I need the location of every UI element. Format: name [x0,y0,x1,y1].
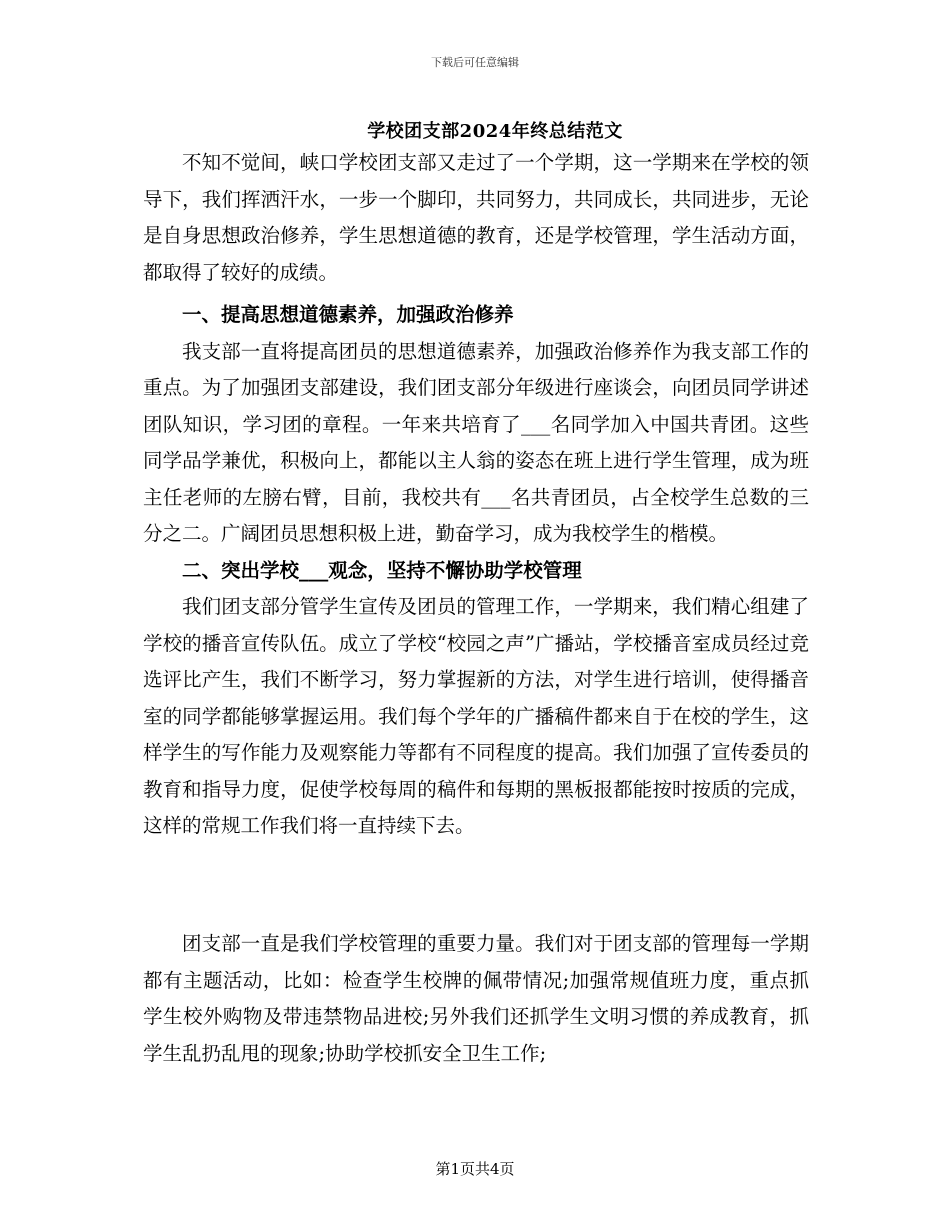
section-heading-1: 一、提高思想道德素养，加强政治修养 [182,303,514,326]
section-2-paragraph: 我们团支部分管学生宣传及团员的管理工作，一学期来，我们精心组建了学校的播音宣传队伍。成立了学校“校园之声”广播站，学校播音室成员经过竞选评比产生，我们不断学习，努力掌握新的方法，对学生进行培训，使得播音室的同学都能够掌握运用。我们每个学年的广播稿件都来自于在校的学生，这样学生的写作能力及观察能力等都有不同程度的提高。我们加强了宣传委员的教育和指导力度，促使学校每周的稿件和每期的黑板报都能按时按质的完成，这样的常规工作我们将一直持续下去。 [143,595,809,837]
section-1 [143,297,809,845]
section-2-continued [143,926,809,1072]
intro-section [143,145,809,291]
section-1-paragraph: 我支部一直将提高团员的思想道德素养，加强政治修养作为我支部工作的重点。为了加强团支部建设，我们团支部分年级进行座谈会，向团员同学讲述团队知识，学习团的章程。一年来共培育了___名同学加入中国共青团。这些同学品学兼优，积极向上，都能以主人翁的姿态在班上进行学生管理，成为班主任老师的左膀右臂，目前，我校共有___名共青团员，占全校学生总数的三分之二。广阔团员思想积极上进，勤奋学习，成为我校学生的楷模。 [143,339,809,545]
intro-paragraph: 不知不觉间，峡口学校团支部又走过了一个学期，这一学期来在学校的领导下，我们挥洒汗水，一步一个脚印，共同努力，共同成长，共同进步，无论是自身思想政治修养，学生思想道德的教育，还是学校管理，学生活动方面，都取得了较好的成绩。 [143,151,809,284]
section-heading-2: 二、突出学校___观念，坚持不懈协助学校管理 [182,558,582,582]
document-title: 学校团支部2024年终总结范文 [367,121,623,142]
section-2-paragraph-2: 团支部一直是我们学校管理的重要力量。我们对于团支部的管理每一学期都有主题活动，比如：检查学生校牌的佩带情况;加强常规值班力度，重点抓学生校外购物及带违禁物品进校;另外我们还抓学生文明习惯的养成教育，抓学生乱扔乱甩的现象;协助学校抓安全卫生工作; [143,932,809,1065]
header-note: 下载后可任意编辑 [431,56,519,69]
page-footer: 第1页共4页 [435,1160,515,1178]
